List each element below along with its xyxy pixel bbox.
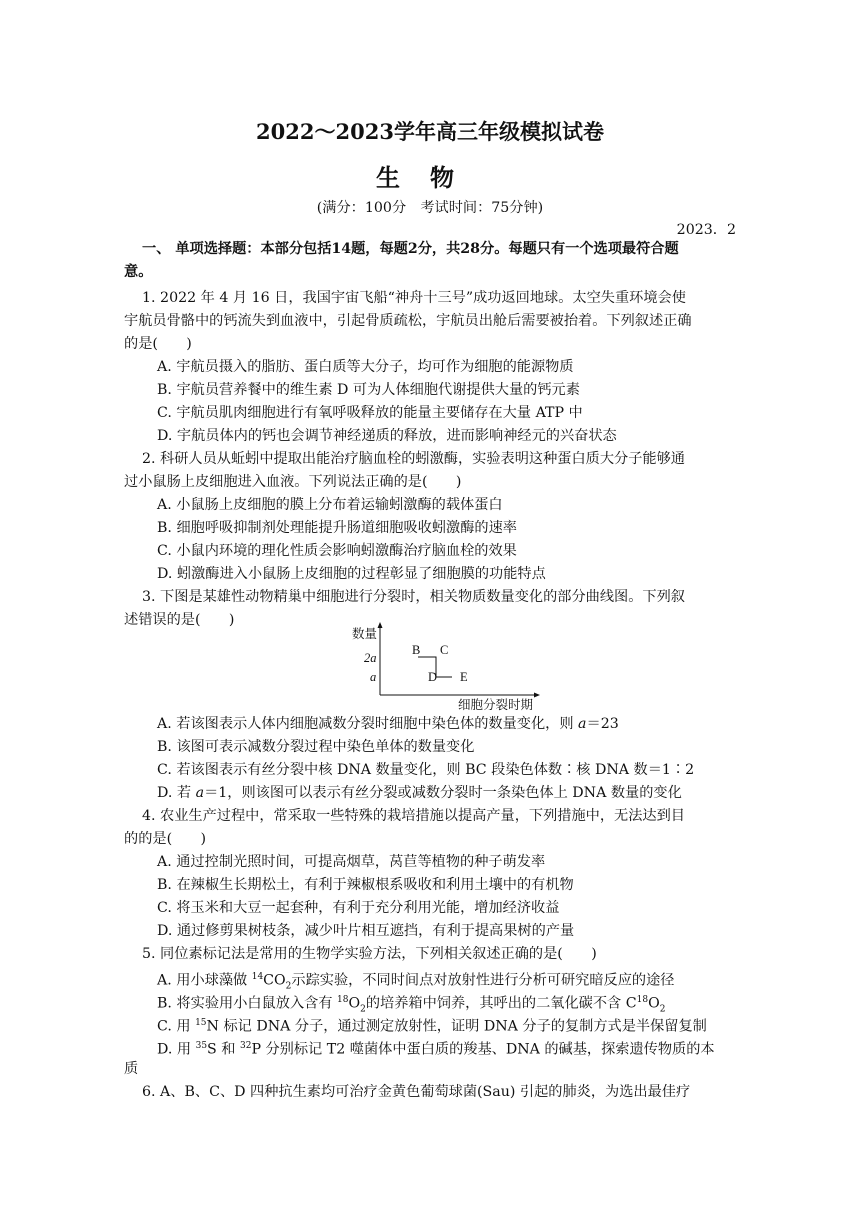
q1-option-b: B. 宇航员营养餐中的维生素 D 可为人体细胞代谢提供大量的钙元素 [157, 382, 580, 398]
q2-stem-line2: 过小鼠肠上皮细胞进入血液。下列说法正确的是( ) [124, 474, 462, 490]
q5-option-d: D. 用 $^{35}$S 和 $^{32}$P 分别标记 T2 噬菌体中蛋白质的羧基、DNA 的碱基，探索遗传物质的本 [157, 1041, 715, 1058]
q2-option-d: D. 蚓激酶进入小鼠肠上皮细胞的过程彰显了细胞膜的功能特点 [157, 566, 546, 582]
q1-option-a: A. 宇航员摄入的脂肪、蛋白质等大分子，均可作为细胞的能源物质 [157, 359, 574, 375]
q5-stem: 5. 同位素标记法是常用的生物学实验方法，下列相关叙述正确的是( ) [142, 946, 597, 962]
section-heading-line1: 一、 单项选择题：本部分包括14题，每题2分，共28分。每题只有一个选项最符合题 [142, 241, 679, 257]
y-axis-label: 数量 [352, 627, 378, 641]
q1-stem-line1: 1. 2022 年 4 月 16 日，我国宇宙飞船“神舟十三号”成功返回地球。太空失重环境会使 [142, 290, 686, 306]
q4-option-b: B. 在辣椒生长期松土，有利于辣椒根系吸收和利用土壤中的有机物 [157, 877, 574, 893]
q3-stem-line1: 3. 下图是某雄性动物精巢中细胞进行分裂时，相关物质数量变化的部分曲线图。下列叙 [142, 589, 685, 605]
q1-option-c: C. 宇航员肌肉细胞进行有氧呼吸释放的能量主要储存在大量 ATP 中 [157, 405, 583, 421]
q4-option-d: D. 通过修剪果树枝条，减少叶片相互遮挡，有利于提高果树的产量 [157, 923, 575, 939]
x-axis-label: 细胞分裂时期 [458, 698, 534, 712]
point-label-c: C [440, 643, 449, 657]
y-axis-arrow [378, 622, 383, 628]
point-label-b: B [412, 643, 421, 657]
subject-title: 生物 [376, 163, 484, 192]
q3-option-a: A. 若该图表示人体内细胞减数分裂时细胞中染色体的数量变化，则 a＝23 [157, 716, 619, 732]
quantity-change-chart [348, 618, 548, 718]
y-tick-2a: 2a [364, 651, 377, 665]
q3-option-d: D. 若 a＝1，则该图可以表示有丝分裂或减数分裂时一条染色体上 DNA 数量的变化 [157, 785, 682, 801]
q3-option-b: B. 该图可表示减数分裂过程中染色单体的数量变化 [157, 739, 475, 755]
q2-stem-line1: 2. 科研人员从蚯蚓中提取出能治疗脑血栓的蚓激酶，实验表明这种蛋白质大分子能够通 [142, 451, 685, 467]
x-axis-arrow [534, 693, 540, 698]
exam-title: 2022～2023学年高三年级模拟试卷 [256, 119, 604, 144]
q2-option-b: B. 细胞呼吸抑制剂处理能提升肠道细胞吸收蚓激酶的速率 [157, 520, 517, 536]
q2-option-c: C. 小鼠内环境的理化性质会影响蚓激酶治疗脑血栓的效果 [157, 543, 517, 559]
q4-option-a: A. 通过控制光照时间，可提高烟草，莴苣等植物的种子萌发率 [157, 854, 546, 870]
q1-stem-line2: 宇航员骨骼中的钙流失到血液中，引起骨质疏松，宇航员出舱后需要被抬着。下列叙述正确 [124, 313, 692, 329]
y-tick-a: a [370, 670, 377, 684]
q4-stem-line2: 的的是( ) [124, 831, 207, 847]
q3-option-c: C. 若该图表示有丝分裂中核 DNA 数量变化，则 BC 段染色体数∶核 DNA 数＝1∶2 [157, 762, 695, 778]
section-heading-line2: 意。 [124, 264, 153, 280]
q5-option-c: C. 用 $^{15}$N 标记 DNA 分子，通过测定放射性，证明 DNA 分子的复制方式是半保留复制 [157, 1018, 707, 1035]
q2-option-a: A. 小鼠肠上皮细胞的膜上分布着运输蚓激酶的载体蛋白 [157, 497, 503, 513]
score-info: (满分：100分 考试时间：75分钟) [316, 200, 544, 216]
q3-stem-line2: 述错误的是( ) [124, 612, 235, 628]
point-label-d: D [428, 670, 438, 684]
q5-option-b: B. 将实验用小白鼠放入含有 $^{18}O_2$的培养箱中饲养，其呼出的二氧化碳不含 $C^{18}O_2$ [157, 995, 666, 1015]
q6-stem-line1: 6. A、B、C、D 四种抗生素均可治疗金黄色葡萄球菌(Sau) 引起的肺炎，为选出最佳疗 [142, 1084, 691, 1100]
q1-option-d: D. 宇航员体内的钙也会调节神经递质的释放，进而影响神经元的兴奋状态 [157, 428, 617, 444]
q4-stem-line1: 4. 农业生产过程中，常采取一些特殊的栽培措施以提高产量，下列措施中，无法达到目 [142, 808, 685, 824]
q5-option-a: A. 用小球藻做 $^{14}CO_2$示踪实验，不同时间点对放射性进行分析可研究暗反应的途径 [157, 972, 675, 992]
exam-date: 2023．2 [676, 222, 736, 238]
q5-option-d-line2: 质 [124, 1061, 139, 1077]
point-label-e: E [460, 670, 468, 684]
q1-stem-line3: 的是( ) [124, 336, 192, 352]
q4-option-c: C. 将玉米和大豆一起套种，有利于充分利用光能，增加经济收益 [157, 900, 560, 916]
